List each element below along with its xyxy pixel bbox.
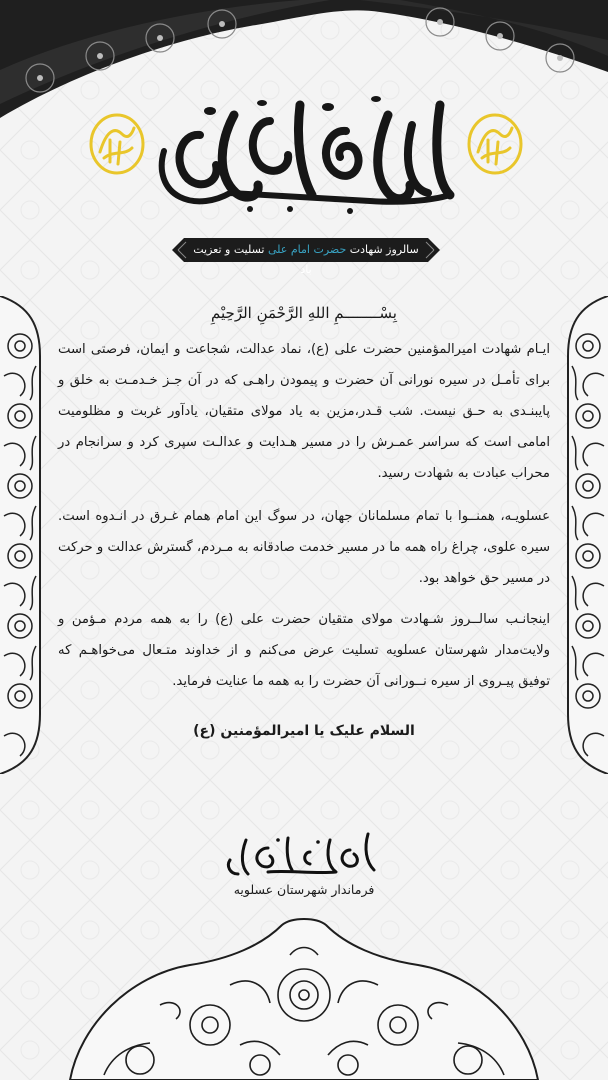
bismillah-heading: بِسْــــــــمِ اللهِ الرَّحْمَنِ الرَّحِيْمِ [211,304,397,322]
floral-border-right [564,296,608,774]
floral-bottom-ornament [0,915,608,1080]
gold-calligraphy-emblem-left [88,112,146,176]
handwritten-signature [218,830,388,880]
ribbon-highlight: حضرت امام علی [268,243,347,256]
gold-calligraphy-emblem-right [466,112,524,176]
signatory-title: فرماندار شهرستان عسلویه [233,882,375,897]
calligraphy-title [150,85,460,215]
letter-paragraph-3: اینجانـب سالــروز شـهادت مولای متقیان حضرت علی (ع) را به همه مردم مـؤمن و ولایت‌مدار شهرستان عسلویه تسلیت عرض می‌کنم و از خداوند متـعال می‌خواهـم که توفیق پیـروی از سیره نــورانی آن حضرت را به همه ما عنایت فرماید. [58,612,550,689]
floral-border-left [0,296,44,774]
ribbon-caption: سالروز شهادت حضرت امام علی تسلیت و تعزیت باد [193,243,419,276]
letter-body [58,296,550,743]
letter-paragraph-2: عسلویـه، همنــوا با تمام مسلمانان جهان، در سوگ این امام همام غـرق در انـدوه است. سیره علوی، چراغ راه همه ما در مسیر خدمت صادقانه به مـردم، گسترش عدالت و حرکت در مسیر حق خواهد بود. [58,509,550,586]
salutation: السلام علیک یا امیرالمؤمنین (ع) [193,723,415,739]
letter-paragraph-1: ایـام شهادت امیرالمؤمنین حضرت علی (ع)، نماد عدالت، شجاعت و ایمان، فرصتی است برای تأمـل در سیره نورانی آن حضرت و پیمودن راهـی که در آن جـز خـدمـت به خلق و پایبنـدی به حـق نیست. شب قـدر،مزین به یاد مولای متقیان، یادآور غربت و مظلومیت امامی است که سراسر عمـرش را در مسیر هـدایت و عدالـت سپری کرد و سرانجام در محراب عبادت به شهادت رسید. [58,342,550,481]
